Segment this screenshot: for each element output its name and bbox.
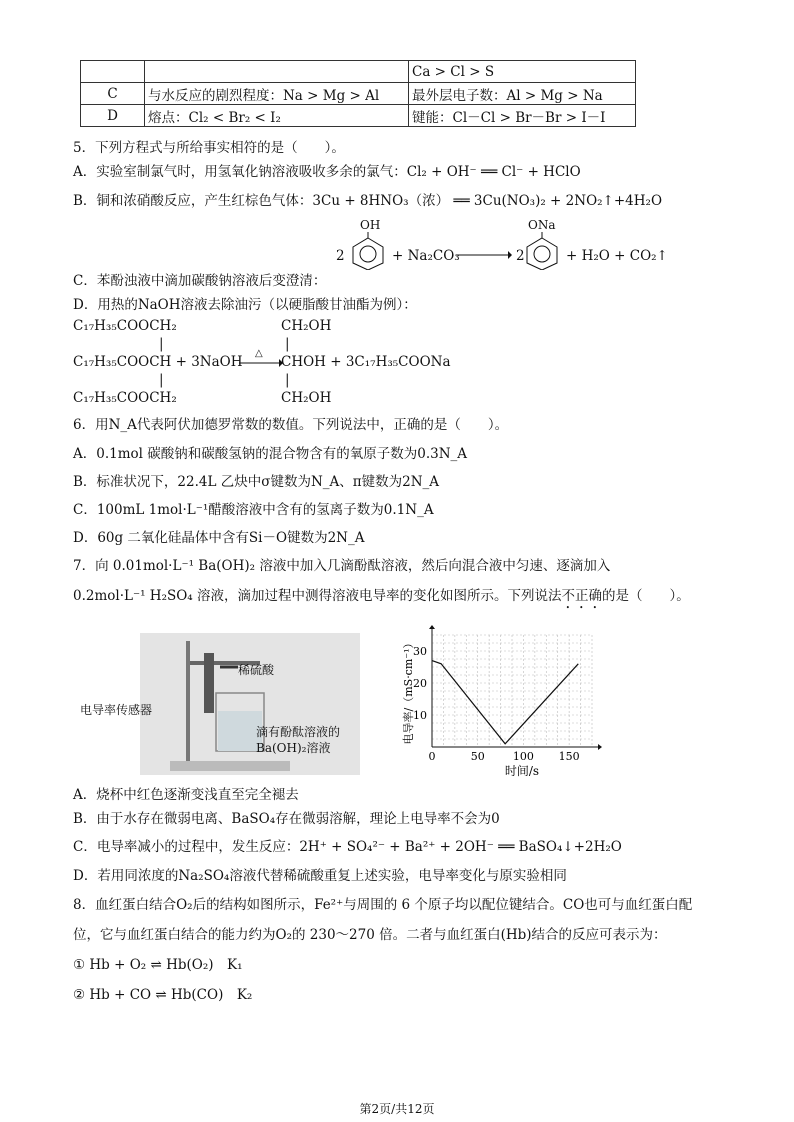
x-tick-label: 50 [470,750,485,763]
coefficient: 2 [336,248,345,264]
x-axis-label: 时间/s [504,764,540,778]
q8-equation-2: ② Hb + CO ⇌ Hb(CO) K₂ [73,987,253,1003]
q5-stem: 5．下列方程式与所给事实相符的是（ ）。 [73,140,345,156]
q5-option-d: D．用热的NaOH溶液去除油污（以硬脂酸甘油酯为例）： [73,297,417,313]
y-tick-label: 20 [413,677,427,690]
y-tick-label: 30 [413,645,427,658]
q7-option-d: D．若用同浓度的Na₂SO₄溶液代替稀硫酸重复上述实验，电导率变化与原实验相同 [73,868,567,884]
q6-option-b: B．标准状况下，22.4L 乙炔中σ键数为N_A、π键数为2N_A [73,474,440,490]
saponification-equation: C₁₇H₃₅COOCH₂ | C₁₇H₃₅COOCH + 3NaOH | C₁₇H₃₅COOCH₂ △ CH₂OH | CHOH + 3C₁₇H₃₅COONa | CH₂OH [73,318,451,406]
label-solution: 滴有酚酞溶液的 [256,725,341,739]
q5-option-c: C．苯酚浊液中滴加碳酸钠溶液后变澄清： [73,273,327,289]
reagent: + Na₂CO₃ [392,248,460,264]
table-cell [145,61,409,83]
table-cell [81,61,145,83]
table-cell: Ca > Cl > S [409,61,636,83]
y-tick-label: 10 [413,709,427,722]
q7-emphasis: 不正确 [561,588,603,604]
q7-stem-line2 [73,587,690,612]
y-axis-label: 电导率/（mS·cm⁻¹） [402,637,415,745]
page-footer: 第2页/共12页 [359,1102,435,1116]
reactant-line: C₁₇H₃₅COOCH₂ [73,390,177,406]
q6-option-a: A．0.1mol 碳酸钠和碳酸氢钠的混合物含有的氧原子数为0.3N_A [73,446,468,462]
conductivity-chart [400,625,610,785]
table-row [81,83,636,105]
product-line: CH₂OH [281,390,332,406]
x-axis-arrow [598,744,602,750]
y-axis-arrow [429,625,435,629]
comparison-table [80,60,636,127]
coefficient: 2 [516,248,525,264]
table-cell: 与水反应的剧烈程度：Na > Mg > Al [145,83,409,105]
table-cell: D [81,105,145,127]
table-cell: C [81,83,145,105]
table-row [81,105,636,127]
q7-option-b: B．由于水存在微弱电离、BaSO₄存在微弱溶解，理论上电导率不会为0 [73,811,500,827]
q8-line2: 位，它与血红蛋白结合的能力约为O₂的 230～270 倍。二者与血红蛋白(Hb)结合的反应可表示为： [73,927,667,943]
reactant-line: C₁₇H₃₅COOCH₂ [73,318,177,334]
ona-label: ONa [528,218,556,232]
q5-option-a: A．实验室制氯气时，用氢氧化钠溶液吸收多余的氯气：Cl₂ + OH⁻ ══ Cl⁻ + HClO [73,164,581,180]
q8-equation-1: ① Hb + O₂ ⇌ Hb(O₂) K₁ [73,957,243,973]
arrow-icon [239,356,283,370]
reactant-line: C₁₇H₃₅COOCH + 3NaOH [73,354,243,370]
q6-option-c: C．100mL 1mol·L⁻¹醋酸溶液中含有的氢离子数为0.1N_A [73,502,434,518]
q6-stem: 6．用N_A代表阿伏加德罗常数的数值。下列说法中，正确的是（ ）。 [73,417,509,433]
oh-label: OH [360,218,381,232]
q7-option-a: A．烧杯中红色逐渐变浅直至完全褪去 [73,787,299,803]
x-tick-label: 100 [512,750,534,763]
q6-option-d: D．60g 二氧化硅晶体中含有Si－O键数为2N_A [73,530,365,546]
phenol-equation [336,218,676,270]
benzene-ring-icon [348,232,388,270]
label-sensor: 电导率传感器 [80,703,153,717]
benzene-ring-icon [522,232,562,270]
heat-symbol: △ [255,348,263,359]
x-tick-label: 150 [558,750,580,763]
q8-line1: 8．血红蛋白结合O₂后的结构如图所示，Fe²⁺与周围的 6 个原子均以配位键结合。CO也可与血红蛋白配 [73,897,693,913]
products: + H₂O + CO₂↑ [566,248,668,264]
q7-stem-text: 的是（ ）。 [602,588,690,604]
table-row [81,61,636,83]
x-tick-label: 0 [428,750,436,763]
product-line: CH₂OH [281,318,332,334]
q7-option-c: C．电导率减小的过程中，发生反应：2H⁺ + SO₄²⁻ + Ba²⁺ + 2OH⁻ ══ BaSO₄↓+2H₂O [73,839,622,855]
q7-stem-text: 0.2mol·L⁻¹ H₂SO₄ 溶液，滴加过程中测得溶液电导率的变化如图所示。下列说法 [73,588,562,604]
q7-stem-line1: 7．向 0.01mol·L⁻¹ Ba(OH)₂ 溶液中加入几滴酚酞溶液，然后向混合液中匀速、逐滴加入 [73,558,611,574]
label-acid: 稀硫酸 [238,663,275,677]
arrow-icon [456,248,512,262]
apparatus-photo [80,633,360,775]
q5-option-b: B．铜和浓硝酸反应，产生红棕色气体：3Cu + 8HNO₃（浓） ══ 3Cu(NO₃)₂ + 2NO₂↑+4H₂O [73,193,663,209]
product-line: CHOH + 3C₁₇H₃₅COONa [281,354,451,370]
table-cell: 最外层电子数：Al > Mg > Na [409,83,636,105]
series-line [432,661,578,744]
label-solution: Ba(OH)₂溶液 [256,741,331,755]
table-cell: 键能：Cl－Cl > Br－Br > I－I [409,105,636,127]
table-cell: 熔点：Cl₂ < Br₂ < I₂ [145,105,409,127]
